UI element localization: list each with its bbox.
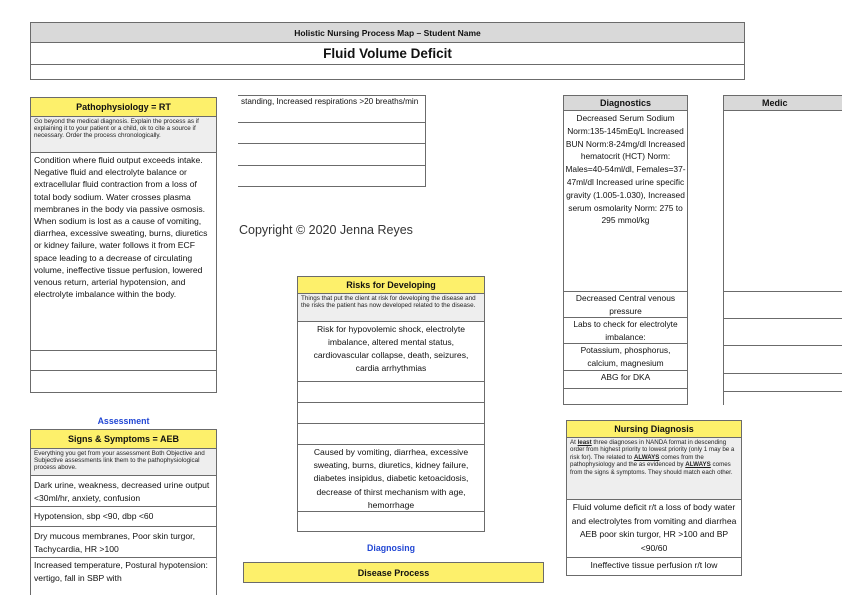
copyright-text: Copyright © 2020 Jenna Reyes bbox=[239, 223, 413, 237]
nursing-diagnosis-row[interactable]: Fluid volume deficit r/t a loss of body water and electrolytes from vomiting and diarrhea AEB poor skin turgor, HR >100 and BP <90/60 bbox=[567, 500, 741, 558]
pathophysiology-empty-row[interactable] bbox=[31, 351, 216, 371]
instr-text: At bbox=[570, 439, 578, 446]
risk-row[interactable]: Caused by vomiting, diarrhea, excessive sweating, burns, diuretics, kidney failure, diabetes insipidus, diabetic ketoacidosis, decrease of thirst mechanism with age, hemorrhage bbox=[298, 445, 484, 512]
pathophysiology-box bbox=[30, 97, 217, 393]
signs-symptoms-box bbox=[30, 429, 217, 595]
medication-row[interactable] bbox=[724, 346, 842, 374]
nursing-diagnosis-instructions bbox=[567, 438, 741, 500]
symptom-row[interactable]: Dark urine, weakness, decreased urine output <30ml/hr, anxiety, confusion bbox=[31, 476, 216, 507]
diagnostic-row[interactable]: Decreased Serum Sodium Norm:135-145mEq/L Increased BUN Norm:8-24mg/dl Increased hematocrit (HCT) Norm: Males=40-54ml/dl, Females=37-47ml/dl Increased urine specific gravity (1.005-1.030), Increased serum osmolarity Norm: 275 to 295 mmol/kg bbox=[564, 111, 687, 292]
risk-empty-row[interactable] bbox=[298, 424, 484, 445]
nursing-diagnosis-box bbox=[566, 420, 742, 576]
risk-empty-row[interactable] bbox=[298, 512, 484, 531]
diagnostic-row[interactable]: Decreased Central venous pressure bbox=[564, 292, 687, 318]
risks-title: Risks for Developing bbox=[298, 277, 484, 294]
risk-empty-row[interactable] bbox=[298, 382, 484, 403]
pathophysiology-content[interactable]: Condition where fluid output exceeds intake. Negative fluid and electrolyte balance or extracellular fluid contraction from a loss of total body sodium. Water crosses plasma membranes in the body via passive osmosis. When sodium is lost as a cause of vomiting, diarrhea, excessive sweating, burns, diuretics or kidney failure, water follows it from ECF space leading to a decrease of circulating volume, ineffective tissue perfusion, lowered venous return, arterial hypotension, and electrolyte imbalance within the body. bbox=[31, 153, 216, 351]
header-subtitle: Holistic Nursing Process Map – Student Name bbox=[31, 23, 744, 43]
medication-row[interactable] bbox=[724, 392, 842, 405]
symptom-empty-row[interactable] bbox=[238, 123, 425, 144]
diagnostic-row[interactable]: ABG for DKA bbox=[564, 371, 687, 389]
medications-title-text: Medic bbox=[762, 98, 788, 108]
instr-text: three diagnoses in NANDA format in descending order from highest priority to lowest priority (only 1 may be a risk for). The related to bbox=[570, 439, 735, 461]
medications-box bbox=[723, 95, 842, 405]
header-empty-row[interactable] bbox=[31, 65, 744, 79]
nursing-diagnosis-row[interactable]: Ineffective tissue perfusion r/t low bbox=[590, 560, 718, 570]
medication-row[interactable] bbox=[724, 111, 842, 292]
diagnostics-title: Diagnostics bbox=[564, 96, 687, 111]
assessment-section-label: Assessment bbox=[97, 416, 150, 426]
risk-empty-row[interactable] bbox=[298, 403, 484, 424]
risk-row[interactable]: Risk for hypovolemic shock, electrolyte imbalance, altered mental status, cardiovascular collapse, death, seizures, cardia arrhythmias bbox=[298, 322, 484, 382]
risks-instructions: Things that put the client at risk for developing the disease and the risks the patient has now developed related to the disease. bbox=[298, 294, 484, 322]
medications-title bbox=[724, 96, 842, 111]
risks-box bbox=[297, 276, 485, 532]
diagnostic-row[interactable]: Potassium, phosphorus, calcium, magnesium bbox=[564, 344, 687, 371]
diagnostic-row[interactable]: Labs to check for electrolyte imbalance: bbox=[564, 318, 687, 344]
pathophysiology-empty-row[interactable] bbox=[31, 371, 216, 392]
signs-symptoms-instructions: Everything you get from your assessment Both Objective and Subjective assessments link them to the pathophysiological process above. bbox=[31, 449, 216, 476]
instr-text: comes from the signs & symptoms. They should match each other. bbox=[570, 461, 733, 476]
diagnostic-empty-row[interactable] bbox=[564, 389, 687, 404]
instr-emphasis: least bbox=[577, 439, 592, 446]
diagnosing-section-label: Diagnosing bbox=[367, 543, 415, 553]
diagnostics-box bbox=[563, 95, 688, 405]
medication-row[interactable] bbox=[724, 374, 842, 392]
pathophysiology-title: Pathophysiology = RT bbox=[31, 98, 216, 117]
symptom-row[interactable]: Increased temperature, Postural hypotension: vertigo, fall in SBP with bbox=[34, 560, 208, 583]
medication-row[interactable] bbox=[724, 292, 842, 319]
symptom-empty-row[interactable] bbox=[238, 144, 425, 166]
assessment-continued-box bbox=[238, 95, 426, 187]
map-header bbox=[30, 22, 745, 80]
disease-process-title: Disease Process bbox=[243, 562, 544, 583]
symptom-empty-row[interactable] bbox=[238, 166, 425, 187]
signs-symptoms-title: Signs & Symptoms = AEB bbox=[31, 430, 216, 449]
instr-emphasis: ALWAYS bbox=[633, 453, 660, 461]
instr-emphasis: ALWAYS bbox=[685, 461, 711, 469]
instr-text: comes from the pathophysiology and the as evidenced by bbox=[570, 453, 704, 469]
pathophysiology-instructions: Go beyond the medical diagnosis. Explain the process as if explaining it to your patient or a child, ok to cite a source if necessary. Order the process chronologically. bbox=[31, 117, 216, 153]
symptom-row[interactable]: Dry mucous membranes, Poor skin turgor, Tachycardia, HR >100 bbox=[31, 527, 216, 558]
nursing-diagnosis-title: Nursing Diagnosis bbox=[567, 421, 741, 438]
page-title: Fluid Volume Deficit bbox=[31, 43, 744, 65]
symptom-row[interactable]: standing, Increased respirations >20 breaths/min bbox=[238, 96, 425, 123]
medication-row[interactable] bbox=[724, 319, 842, 346]
symptom-row[interactable]: Hypotension, sbp <90, dbp <60 bbox=[31, 507, 216, 527]
